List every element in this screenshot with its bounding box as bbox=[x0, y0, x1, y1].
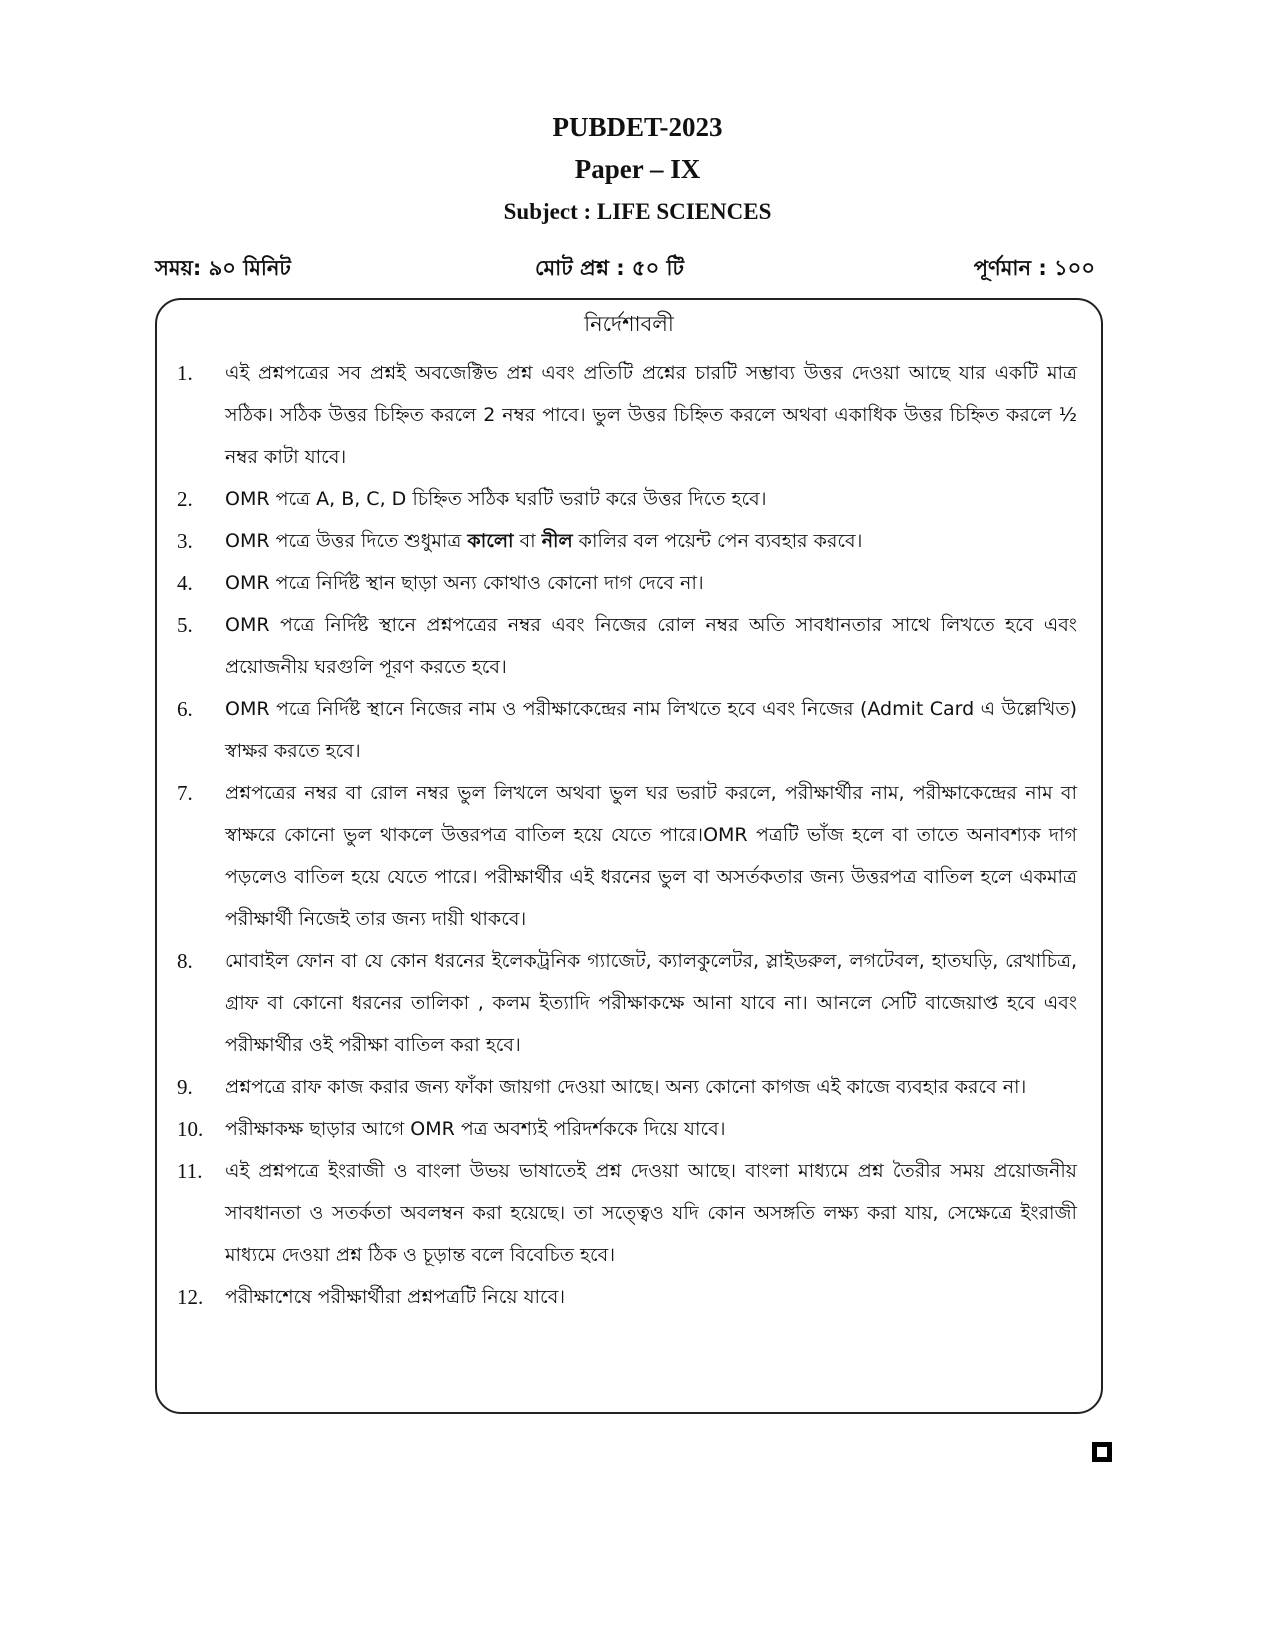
exam-title: PUBDET-2023 bbox=[552, 112, 723, 142]
instruction-text: প্রশ্নপত্রের নম্বর বা রোল নম্বর ভুল লিখলে অথবা ভুল ঘর ভরাট করলে, পরীক্ষার্থীর নাম, পরীক্ষাকেন্দ্রের নাম বা স্বাক্ষরে কোনো ভুল থাকলে উত্তরপত্র বাতিল হয়ে যেতে পারে।OMR পত্রটি ভাঁজ হলে বা তাতে অনাবশ্যক দাগ পড়লেও বাতিল হয়ে যেতে পারে। পরীক্ষার্থীর এই ধরনের ভুল বা অসর্তকতার জন্য উত্তরপত্র বাতিল হলে একমাত্র পরীক্ষার্থী নিজেই তার জন্য দায়ী থাকবে। bbox=[225, 782, 1077, 930]
total-questions: মোট প্রশ্ন : ৫০ টি bbox=[535, 256, 684, 280]
instruction-text: OMR পত্রে A, B, C, D চিহ্নিত সঠিক ঘরটি ভরাট করে উত্তর দিতে হবে। bbox=[225, 488, 767, 510]
paper-number: Paper – IX bbox=[574, 154, 701, 184]
instruction-item-6 bbox=[177, 688, 1077, 772]
instruction-text: OMR পত্রে নির্দিষ্ট স্থানে প্রশ্নপত্রের নম্বর এবং নিজের রোল নম্বর অতি সাবধানতার সাথে লিখতে হবে এবং প্রয়োজনীয় ঘরগুলি পূরণ করতে হবে। bbox=[225, 614, 1077, 678]
instruction-number: 4. bbox=[177, 571, 193, 595]
instruction-number: 3. bbox=[177, 529, 193, 553]
instruction-item-7 bbox=[177, 772, 1077, 940]
ink-color-black: কালো bbox=[467, 530, 514, 552]
instruction-number: 10. bbox=[177, 1117, 204, 1141]
instruction-number: 1. bbox=[177, 361, 193, 385]
instruction-item-11 bbox=[177, 1150, 1077, 1276]
instruction-text: এই প্রশ্নপত্রে ইংরাজী ও বাংলা উভয় ভাষাতেই প্রশ্ন দেওয়া আছে। বাংলা মাধ্যমে প্রশ্ন তৈরীর সময় প্রয়োজনীয় সাবধানতা ও সতর্কতা অবলম্বন করা হয়েছে। তা সত্ত্বেও যদি কোন অসঙ্গতি লক্ষ্য করা যায়, সেক্ষেত্রে ইংরাজী মাধ্যমে দেওয়া প্রশ্ন ঠিক ও চূড়ান্ত বলে বিবেচিত হবে। bbox=[225, 1160, 1077, 1266]
instruction-item-4 bbox=[177, 562, 1077, 604]
instruction-item-10 bbox=[177, 1108, 1077, 1150]
instruction-text: OMR পত্রে নির্দিষ্ট স্থান ছাড়া অন্য কোথাও কোনো দাগ দেবে না। bbox=[225, 572, 704, 594]
exam-meta-row bbox=[155, 252, 1095, 288]
instruction-number: 8. bbox=[177, 949, 193, 973]
instructions-list bbox=[177, 352, 1077, 1318]
instruction-item-12 bbox=[177, 1276, 1077, 1318]
instruction-text: মোবাইল ফোন বা যে কোন ধরনের ইলেকট্রনিক গ্যাজেট, ক্যালকুলেটর, স্লাইডরুল, লগটেবল, হাতঘড়ি, রেখাচিত্র, গ্রাফ বা কোনো ধরনের তালিকা , কলম ইত্যাদি পরীক্ষাকক্ষে আনা যাবে না। আনলে সেটি বাজেয়াপ্ত হবে এবং পরীক্ষার্থীর ওই পরীক্ষা বাতিল করা হবে। bbox=[225, 950, 1077, 1056]
subject-line: Subject : LIFE SCIENCES bbox=[503, 199, 772, 224]
instruction-text: এই প্রশ্নপত্রের সব প্রশ্নই অবজেক্টিভ প্রশ্ন এবং প্রতিটি প্রশ্নের চারটি সম্ভাব্য উত্তর দেওয়া আছে যার একটি মাত্র সঠিক। সঠিক উত্তর চিহ্নিত করলে 2 নম্বর পাবে। ভুল উত্তর চিহ্নিত করলে অথবা একাধিক উত্তর চিহ্নিত করলে ½ নম্বর কাটা যাবে। bbox=[225, 362, 1077, 468]
instruction-text: OMR পত্রে নির্দিষ্ট স্থানে নিজের নাম ও পরীক্ষাকেন্দ্রের নাম লিখতে হবে এবং নিজের (Admit Card এ উল্লেখিত) স্বাক্ষর করতে হবে। bbox=[225, 698, 1077, 762]
ink-color-blue: নীল bbox=[541, 530, 573, 552]
instruction-number: 12. bbox=[177, 1285, 204, 1309]
instruction-text-part: OMR পত্রে উত্তর দিতে শুধুমাত্র bbox=[225, 530, 468, 552]
instruction-item-2 bbox=[177, 478, 1077, 520]
instruction-text-part: কালির বল পয়েন্ট পেন ব্যবহার করবে। bbox=[572, 530, 863, 552]
corner-square-mark bbox=[1092, 1442, 1112, 1462]
instruction-item-8 bbox=[177, 940, 1077, 1066]
instruction-text bbox=[225, 520, 1077, 562]
exam-time: সময়: ৯০ মিনিট bbox=[155, 256, 291, 280]
instruction-item-5 bbox=[177, 604, 1077, 688]
instruction-item-1 bbox=[177, 352, 1077, 478]
instruction-number: 2. bbox=[177, 487, 193, 511]
instruction-number: 5. bbox=[177, 613, 193, 637]
instruction-text: পরীক্ষাকক্ষ ছাড়ার আগে OMR পত্র অবশ্যই পরিদর্শককে দিয়ে যাবে। bbox=[225, 1118, 726, 1140]
instruction-text: পরীক্ষাশেষে পরীক্ষার্থীরা প্রশ্নপত্রটি নিয়ে যাবে। bbox=[225, 1286, 566, 1308]
instruction-text: প্রশ্নপত্রে রাফ কাজ করার জন্য ফাঁকা জায়গা দেওয়া আছে। অন্য কোনো কাগজ এই কাজে ব্যবহার করবে না। bbox=[225, 1076, 1027, 1098]
instruction-number: 11. bbox=[177, 1159, 203, 1183]
instructions-title: নির্দেশাবলী bbox=[584, 312, 674, 336]
instruction-number: 7. bbox=[177, 781, 193, 805]
instruction-number: 6. bbox=[177, 697, 193, 721]
instruction-item-3 bbox=[177, 520, 1077, 562]
instruction-text-part: বা bbox=[513, 530, 542, 552]
instruction-number: 9. bbox=[177, 1075, 193, 1099]
instructions-box bbox=[155, 298, 1103, 1414]
instruction-item-9 bbox=[177, 1066, 1077, 1108]
full-marks: পূর্ণমান : ১০০ bbox=[973, 256, 1095, 280]
